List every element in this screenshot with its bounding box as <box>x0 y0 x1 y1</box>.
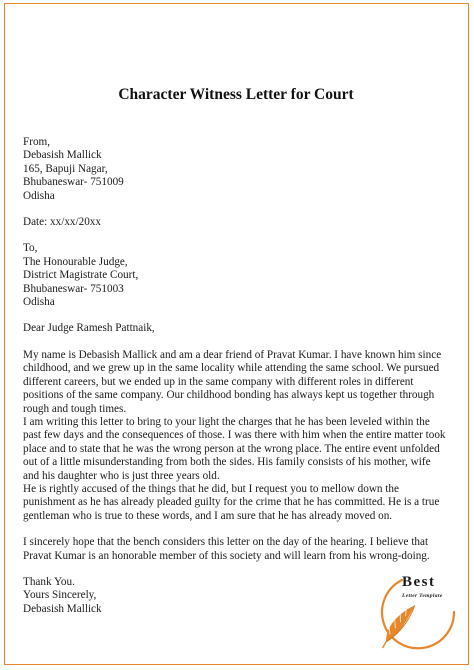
closing-line: Thank You. <box>23 575 75 588</box>
salutation <box>23 322 453 335</box>
body-line: rough and tough times. <box>23 402 127 415</box>
body-line: punishment as he has already pleaded guilty for the crime that he has committed. He is a true <box>23 496 440 509</box>
sender-line: Debasish Mallick <box>23 149 102 162</box>
date-text: Date: xx/xx/20xx <box>23 216 101 229</box>
body-paragraph-1 <box>23 349 453 523</box>
sender-address <box>23 136 453 203</box>
sender-line: Bhubaneswar- 751009 <box>23 176 124 189</box>
salutation-text: Dear Judge Ramesh Pattnaik, <box>23 322 155 335</box>
recipient-line: The Honourable Judge, <box>23 255 128 268</box>
recipient-address <box>23 242 453 309</box>
sender-line: From, <box>23 136 51 148</box>
recipient-line: Odisha <box>23 296 55 309</box>
logo-tagline: Letter Template <box>402 593 443 599</box>
body-line: positions of the same company. Our childhood bonding has always kept us together through <box>23 389 435 402</box>
body-line: Pravat Kumar is an honorable member of this society and will learn from his wrong-doing. <box>23 549 430 562</box>
sender-line: Odisha <box>23 189 55 202</box>
body-line: out of a little misunderstanding from both the sides. His family consists of his mother, wife <box>23 456 431 469</box>
body-line: different careers, but we ended up in the same company with different roles in different <box>23 375 414 388</box>
body-line: place and to state that he was the wrong person at the wrong place. The entire event unfolded <box>23 442 440 455</box>
letter-document <box>23 86 453 616</box>
body-line: childhood, and we grew up in the same locality while attending the same school. We pursued <box>23 362 440 375</box>
body-line: My name is Debasish Mallick and am a dear friend of Pravat Kumar. I have known him since <box>23 348 442 361</box>
recipient-line: District Magistrate Court, <box>23 269 139 282</box>
body-line: past few days and the consequences of those. I was there with him when the entire matter took <box>23 429 446 442</box>
brand-logo <box>372 572 462 654</box>
body-paragraph-2 <box>23 536 453 563</box>
body-line: I am writing this letter to bring to your light the charges that he has been leveled within the <box>23 415 430 428</box>
logo-wordmark: Best <box>402 574 436 590</box>
recipient-line: Bhubaneswar- 751003 <box>23 282 124 295</box>
sender-line: 165, Bapuji Nagar, <box>23 162 108 175</box>
signature-name: Debasish Mallick <box>23 602 102 615</box>
recipient-line: To, <box>23 242 38 255</box>
body-line: gentleman who is true to these words, and I am sure that he has already moved on. <box>23 509 393 522</box>
body-line: He is rightly accused of the things that he did, but I request you to mellow down the <box>23 482 399 495</box>
body-line: I sincerely hope that the bench considers this letter on the day of the hearing. I believe that <box>23 536 429 549</box>
body-line: and his daughter who is just three years old. <box>23 469 220 482</box>
closing-line: Yours Sincerely, <box>23 589 97 602</box>
letter-date <box>23 216 453 229</box>
letter-title: Character Witness Letter for Court <box>118 86 354 103</box>
